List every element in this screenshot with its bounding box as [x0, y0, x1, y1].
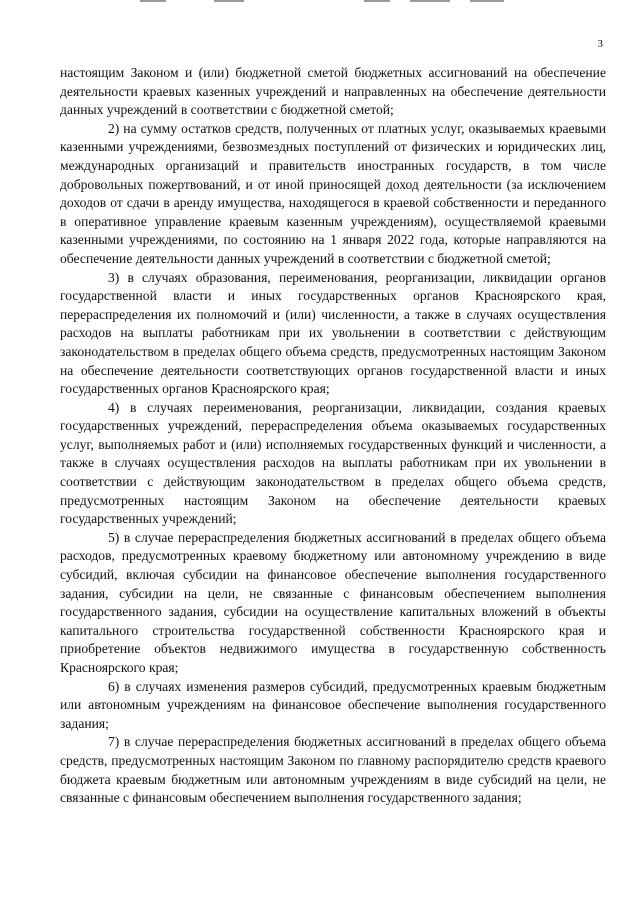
paragraph-item-7: 7) в случае перераспределения бюджетных ассигнований в пределах общего объема средств, предусмотренных настоящим Законом по главному распорядителю средств краевого бюджета краевым бюджетным или автономным учреждениям в виде субсидий на цели, не связанные с финансовым обеспечением выполнения государственного задания;	[60, 734, 606, 806]
paragraph-item-6: 6) в случаях изменения размеров субсидий, предусмотренных краевым бюджетным или автономным учреждениям на финансовое обеспечение выполнения государственного задания;	[60, 678, 606, 731]
paragraph-item-5: 5) в случае перераспределения бюджетных ассигнований в пределах общего объема расходов, предусмотренных краевому бюджетному или автономному учреждению в виде субсидий, включая субсидии на финансовое обеспечение выполнения государственного задания, субсидии на цели, не связанные с финансовым обеспечением выполнения государственного задания, субсидии на осуществление капитальных вложений в объекты капитального строительства государственной собственности Красноярского края и приобретение объектов недвижимого имущества в государственную собственность Красноярского края;	[60, 529, 606, 675]
paragraph-item-3: 3) в случаях образования, переименования, реорганизации, ликвидации органов государственной власти и иных государственных органов Красноярского края, перераспределения их полномочий и (или) численности, а также в случаях осуществления расходов на выплаты работникам при их увольнении в соответствии с действующим законодательством в пределах общего объема средств, предусмотренных настоящим Законом на обеспечение деятельности соответствующих органов государственной власти и иных государственных органов Красноярского края;	[60, 269, 606, 397]
paragraph-item-4: 4) в случаях переименования, реорганизации, ликвидации, создания краевых государственных учреждений, перераспределения объема оказываемых государственных услуг, выполняемых работ и (или) исполняемых государственных функций и численности, а также в случаях осуществления расходов на выплаты работникам при их увольнении в соответствии с действующим законодательством в пределах общего объема средств, предусмотренных настоящим Законом на обеспечение деятельности краевых государственных учреждений;	[60, 399, 606, 527]
page-number: 3	[597, 38, 603, 50]
scan-artifact-marks	[0, 0, 637, 4]
paragraph-continuation: настоящим Законом и (или) бюджетной сметой бюджетных ассигнований на обеспечение деятельности краевых казенных учреждений и направленных на обеспечение деятельности данных учреждений в соответствии с бюджетной сметой;	[60, 65, 606, 118]
paragraph-item-2: 2) на сумму остатков средств, полученных от платных услуг, оказываемых краевыми казенными учреждениями, безвозмездных поступлений от физических и юридических лиц, международных организаций и правительств иностранных государств, в том числе добровольных пожертвований, и от иной приносящей доход деятельности (за исключением доходов от сдачи в аренду имущества, находящегося в краевой собственности и переданного в оперативное управление краевым казенным учреждениям), осуществляемой краевыми казенными учреждениями, по состоянию на 1 января 2022 года, которые направляются на обеспечение деятельности данных учреждений в соответствии с бюджетной сметой;	[60, 120, 606, 266]
document-body	[60, 64, 606, 808]
